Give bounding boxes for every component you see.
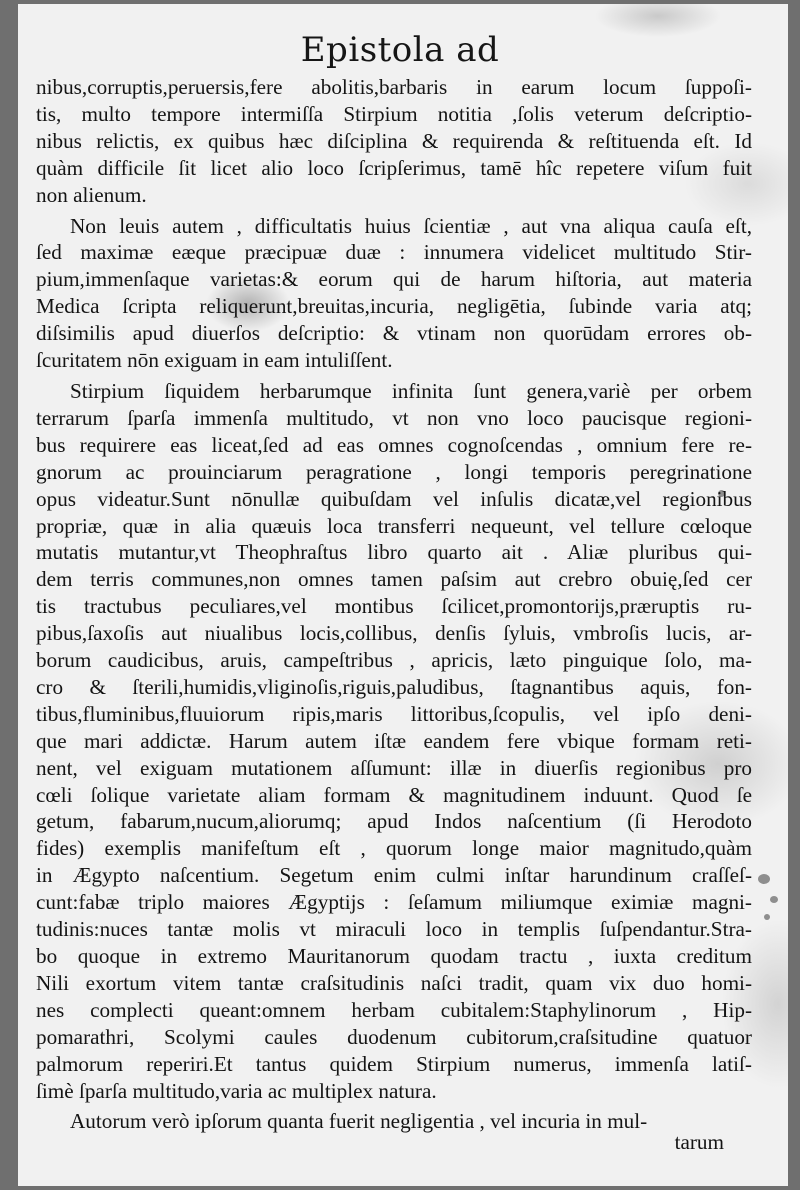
paragraph — [36, 213, 752, 374]
text-line: borum caudicibus, aruis, campeſtribus , apricis, læto pinguique ſolo, ma- — [36, 648, 752, 673]
ink-stain — [770, 896, 778, 903]
text-line: pibus,ſaxoſis aut niualibus locis,collibus, denſis ſyluis, vmbroſis lucis, ar- — [36, 621, 752, 646]
ink-stain — [758, 874, 770, 884]
text-line: tis, multo tempore intermiſſa Stirpium notitia ,ſolis veterum deſcriptio- — [36, 101, 752, 126]
text-line: dem terris communes,non omnes tamen paſsim aut crebro obuię,ſed cer — [36, 567, 752, 592]
body-text — [36, 74, 752, 1135]
text-line: fides) exemplis manifeſtum eſt , quorum longe maior magnitudo,quàm — [36, 836, 752, 861]
text-line: Non leuis autem , difficultatis huius ſcientiæ , aut vna aliqua cauſa eſt, — [70, 213, 752, 238]
text-line: cro & ſterili,humidis,vliginoſis,riguis,paludibus, ſtagnantibus aquis, fon- — [36, 674, 752, 699]
ink-stain — [764, 914, 770, 920]
page-heading: Epistola ad — [300, 30, 500, 70]
text-line: nent, vel exiguam mutationem aſſumunt: illæ in diuerſis regionibus pro — [36, 755, 752, 780]
text-line: mutatis mutantur,vt Theophraſtus libro quarto ait . Aliæ pluribus qui- — [36, 540, 752, 565]
text-line: tudinis:nuces tantæ molis vt miraculi loco in templis ſuſpendantur.Stra- — [36, 917, 752, 942]
text-line: opus videatur.Sunt nōnullæ quibuſdam vel inſulis dicatæ,vel regionibus — [36, 486, 752, 511]
text-line: palmorum reperiri.Et tantus quidem Stirpium numerus, immenſa latiſ- — [36, 1051, 752, 1076]
catchword: tarum — [674, 1130, 724, 1154]
text-line: non alienum. — [36, 182, 147, 207]
text-line: tibus,fluminibus,fluuiorum ripis,maris littoribus,ſcopulis, vel ipſo deni- — [36, 701, 752, 726]
text-line: terrarum ſparſa immenſa multitudo, vt non vno loco paucisque regioni- — [36, 405, 752, 430]
text-line: cœli ſolique varietate aliam formam & magnitudinem induunt. Quod ſe — [36, 782, 752, 807]
text-line: pomarathri, Scolymi caules duodenum cubitorum,craſsitudine quatuor — [36, 1024, 752, 1049]
text-line: tis tractubus peculiares,vel montibus ſcilicet,promontorijs,præruptis ru- — [36, 594, 752, 619]
text-line: ſimè ſparſa multitudo,varia ac multiplex natura. — [36, 1078, 437, 1103]
text-line: nes complecti queant:omnem herbam cubitalem:Staphylinorum , Hip- — [36, 997, 752, 1022]
paragraph — [36, 378, 752, 1104]
text-line: nibus relictis, ex quibus hæc diſciplina & requirenda & reſtituenda eſt. Id — [36, 128, 752, 153]
text-line: Nili exortum vitem tantæ craſsitudinis naſci tradit, quam vix duo homi- — [36, 970, 752, 995]
text-line: bo quoque in extremo Mauritanorum quodam tractu , iuxta creditum — [36, 944, 752, 968]
text-line: diſsimilis apud diuerſos deſcriptio: & vtinam non quorūdam errores ob- — [36, 321, 752, 346]
text-line: Autorum verò ipſorum quanta fuerit negligentia , vel incuria in mul- — [70, 1109, 648, 1134]
text-line: pium,immenſaque varietas:& eorum qui de harum hiſtoria, aut materia — [36, 267, 752, 292]
text-line: quàm difficile ſit licet alio loco ſcripſerimus, tamē hîc repetere viſum fuit — [36, 155, 752, 180]
text-line: ſed maximæ eæque præcipuæ duæ : innumera videlicet multitudo Stir- — [36, 240, 752, 265]
text-line: gnorum ac prouinciarum peragratione , longi temporis peregrinatione — [36, 459, 752, 484]
text-line: bus requirere eas liceat,ſed ad eas omnes cognoſcendas , omnium fere re- — [36, 432, 752, 457]
text-line: cunt:fabæ triplo maiores Ægyptijs : ſeſamum miliumque eximiæ magni- — [36, 890, 752, 915]
text-line: in Ægypto naſcentium. Segetum enim culmi inſtar harundinum craſſeſ- — [36, 863, 752, 888]
text-line: nibus,corruptis,peruersis,fere abolitis,barbaris in earum locum ſuppoſi- — [36, 75, 752, 99]
text-line: ſcuritatem nōn exiguam in eam intuliſſent. — [36, 348, 393, 373]
paragraph — [36, 1108, 752, 1135]
text-line: que mari addictæ. Harum autem iſtæ eandem fere vbique formam reti- — [36, 728, 752, 753]
text-line: getum, fabarum,nucum,aliorumq; apud Indos naſcentium (ſi Herodoto — [36, 809, 752, 834]
text-line: Medica ſcripta reliquerunt,breuitas,incuria, negligētia, ſubinde varia atq; — [36, 294, 752, 319]
text-line: Stirpium ſiquidem herbarumque infinita ſunt genera,variè per orbem — [70, 378, 752, 403]
text-line: propriæ, quæ in alia quæuis loca transferri nequeunt, vel tellure cœloque — [36, 513, 752, 538]
paragraph — [36, 74, 752, 209]
